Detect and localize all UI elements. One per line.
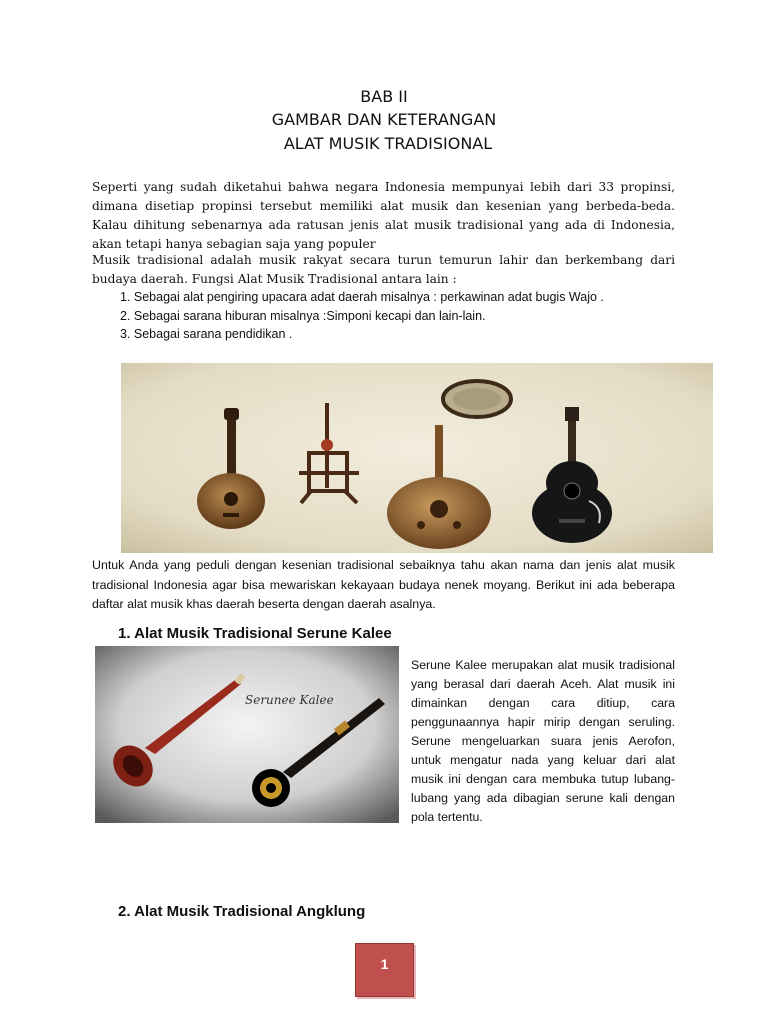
intro-paragraph-1: Seperti yang sudah diketahui bahwa negara Indonesia mempunyai lebih dari 33 propinsi, dimana disetiap propinsi tersebut memiliki alat musik dan kesenian yang berbeda-beda. Kalau dihitung sebenarnya ada ratusan jenis alat musik tradisional yang ada di Indonesia, akan tetapi hanya sebagian saja yang populer [92,180,675,251]
chapter-subtitle: ALAT MUSIK TRADISIONAL [283,134,493,153]
list-item: 2. Sebagai sarana hiburan misalnya :Simponi kecapi dan lain-lain. [120,308,486,323]
chapter-title: GAMBAR DAN KETERANGAN [271,110,497,129]
instruments-photo [121,363,713,553]
serune-kalee-description: Serune Kalee merupakan alat musik tradisional yang berasal dari daerah Aceh. Alat musik ini dimainkan dengan cara ditiup, cara penggunaannya hapir mirip dengan seruling. Serune mengeluarkan suara jenis Aerofon, untuk mengatur nada yang keluar dari alat musik ini dengan cara membuka tutup lubang-lubang yang ada dibagian serune kali dengan pola tertentu. [411,658,675,824]
closing-paragraph: Untuk Anda yang peduli dengan kesenian tradisional sebaiknya tahu akan nama dan jenis alat musik tradisional Indonesia agar bisa mewariskan kekayaan budaya nenek moyang. Berikut ini ada beberapa daftar alat musik khas daerah beserta dengan daerah asalnya. [92,558,675,611]
function-list [120,288,604,344]
list-item: 1. Sebagai alat pengiring upacara adat daerah misalnya : perkawinan adat bugis Wajo . [120,290,604,304]
intro-paragraph-2: Musik tradisional adalah musik rakyat secara turun temurun lahir dan berkembang dari budaya daerah. Fungsi Alat Musik Tradisional antara lain : [92,253,675,286]
serune-kalee-photo [95,646,399,823]
page-number-badge [355,943,414,997]
list-item: 3. Sebagai sarana pendidikan . [120,327,293,341]
page-number: 1 [380,956,389,972]
serune-kalee-caption: Serunee Kalee [245,693,334,707]
section-heading-angklung: 2. Alat Musik Tradisional Angklung [118,903,366,920]
chapter-label: BAB II [360,87,408,106]
section-heading-serune-kalee: 1. Alat Musik Tradisional Serune Kalee [118,625,392,642]
frame-drum-shape [443,381,511,417]
